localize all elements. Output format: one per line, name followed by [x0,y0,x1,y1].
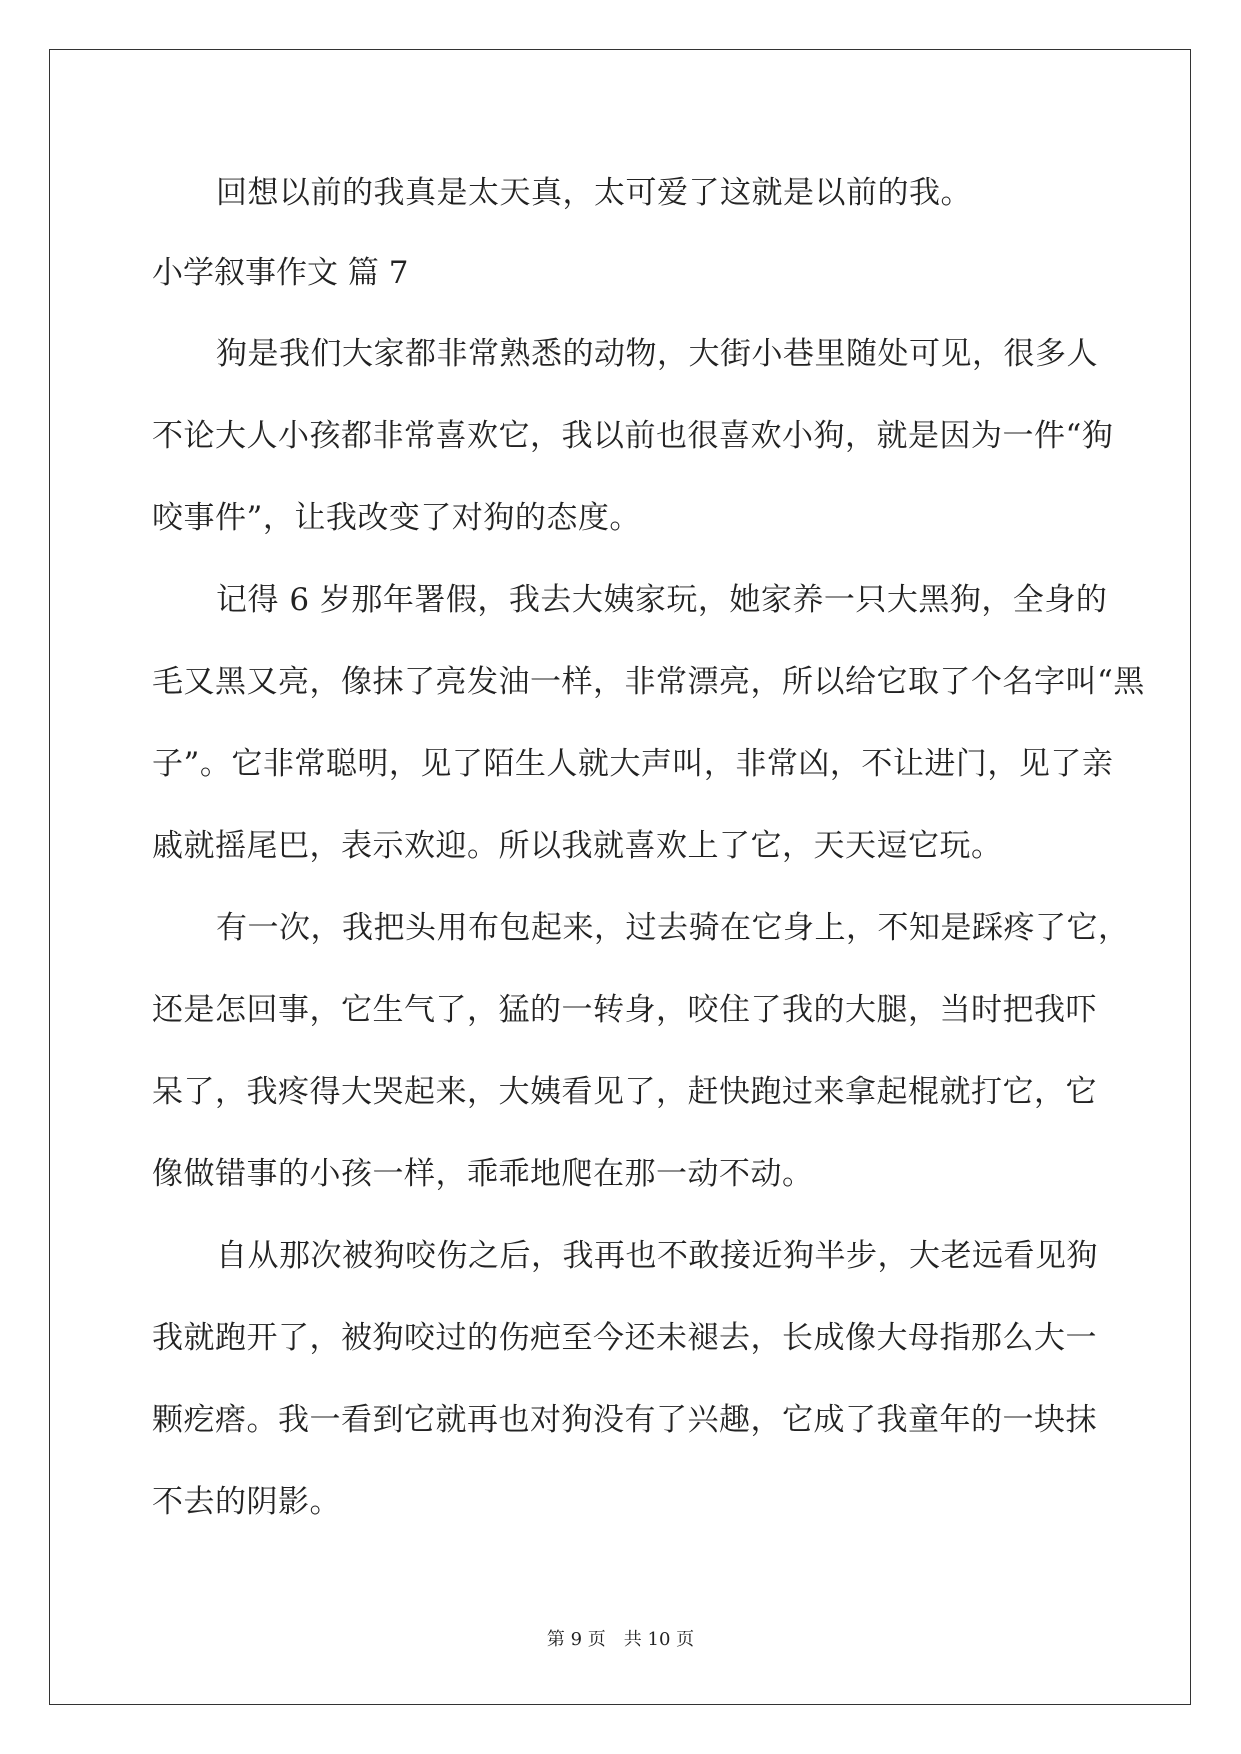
paragraph-line: 毛又黑又亮，像抹了亮发油一样，非常漂亮，所以给它取了个名字叫“黑 [152,664,1145,700]
paragraph-line: 狗是我们大家都非常熟悉的动物，大街小巷里随处可见，很多人 [216,336,1098,372]
paragraph-line: 我就跑开了，被狗咬过的伤疤至今还未褪去，长成像大母指那么大一 [152,1320,1097,1356]
paragraph-line: 咬事件”，让我改变了对狗的态度。 [152,500,641,536]
page-number-footer: 第 9 页 共 10 页 [546,1629,695,1650]
paragraph-line: 不去的阴影。 [152,1484,341,1520]
paragraph-line: 像做错事的小孩一样，乖乖地爬在那一动不动。 [152,1156,814,1192]
paragraph-line: 记得 6 岁那年署假，我去大姨家玩，她家养一只大黑狗，全身的 [216,582,1108,618]
paragraph-line: 回想以前的我真是太天真，太可爱了这就是以前的我。 [216,175,972,211]
paragraph-line: 有一次，我把头用布包起来，过去骑在它身上，不知是踩疼了它， [216,910,1130,946]
section-heading: 小学叙事作文 篇 7 [152,255,409,291]
page-border [49,49,1191,1705]
paragraph-line: 颗疙瘩。我一看到它就再也对狗没有了兴趣，它成了我童年的一块抹 [152,1402,1097,1438]
paragraph-line: 呆了，我疼得大哭起来，大姨看见了，赶快跑过来拿起棍就打它，它 [152,1074,1097,1110]
paragraph-line: 戚就摇尾巴，表示欢迎。所以我就喜欢上了它，天天逗它玩。 [152,828,1003,864]
paragraph-line: 还是怎回事，它生气了，猛的一转身，咬住了我的大腿，当时把我吓 [152,992,1097,1028]
paragraph-line: 自从那次被狗咬伤之后，我再也不敢接近狗半步，大老远看见狗 [216,1238,1098,1274]
paragraph-line: 子”。它非常聪明，见了陌生人就大声叫，非常凶，不让进门，见了亲 [152,746,1114,782]
paragraph-line: 不论大人小孩都非常喜欢它，我以前也很喜欢小狗，就是因为一件“狗 [152,418,1114,454]
